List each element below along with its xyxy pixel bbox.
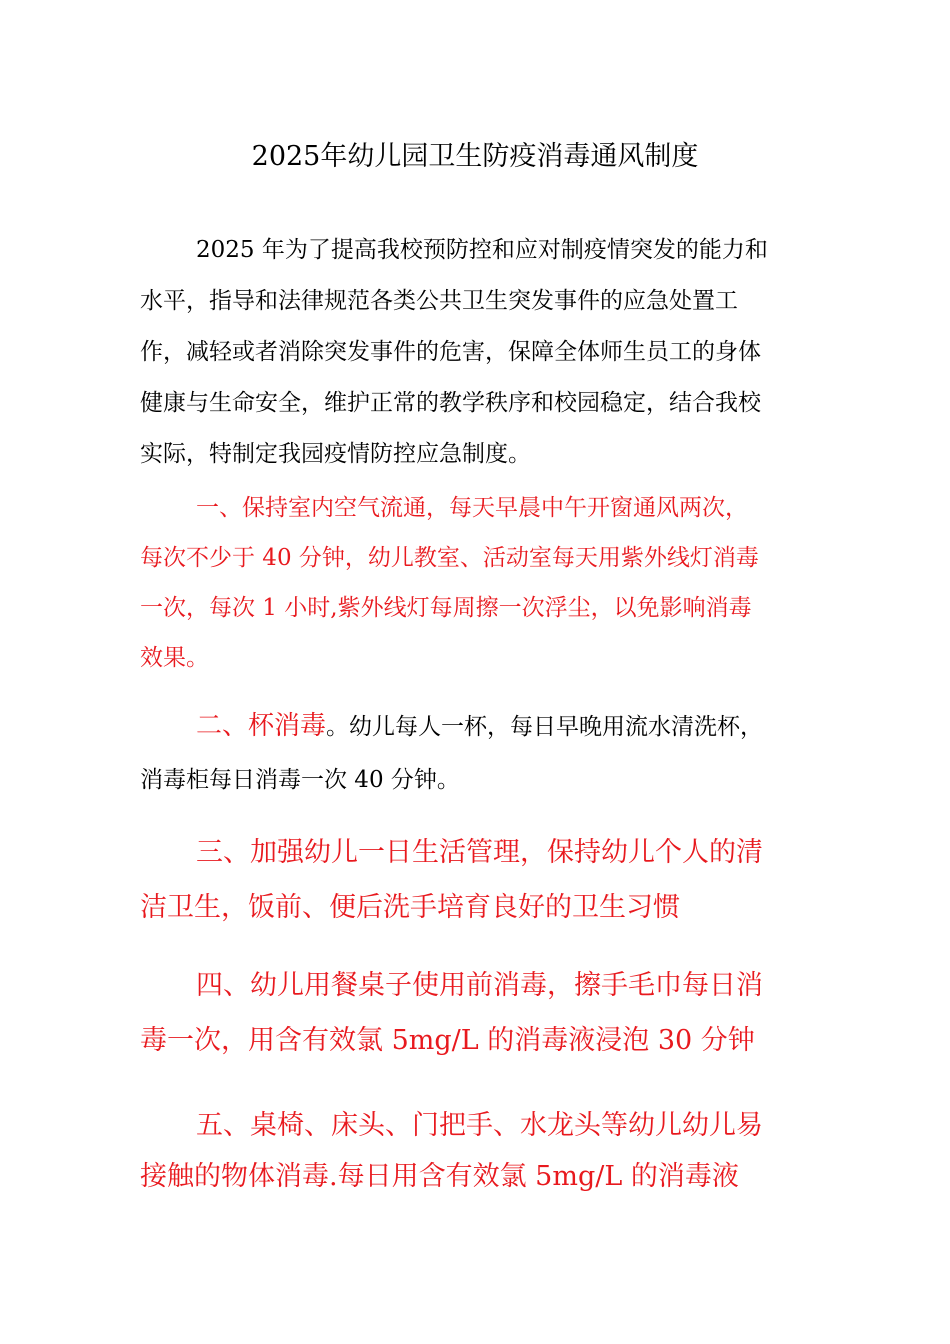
section-4-line: 毒一次，用含有效氯 5mg/L 的消毒液浸泡 30 分钟 (140, 1025, 755, 1056)
section-1-line: 一次，每次 1 小时,紫外线灯每周擦一次浮尘，以免影响消毒 (140, 595, 752, 621)
intro-line: 水平，指导和法律规范各类公共卫生突发事件的应急处置工 (140, 288, 738, 314)
section-1-line: 一、保持室内空气流通，每天早晨中午开窗通风两次， (196, 495, 748, 521)
section-2-heading: 二、杯消毒 (196, 711, 327, 741)
section-2-cup-disinfection (140, 700, 810, 807)
section-3-daily-hygiene (140, 825, 810, 935)
section-5-line: 接触的物体消毒.每日用含有效氯 5mg/L 的消毒液 (140, 1161, 739, 1192)
section-3-line: 三、加强幼儿一日生活管理，保持幼儿个人的清 (196, 837, 763, 868)
document-title: 2025年幼儿园卫生防疫消毒通风制度 (251, 141, 699, 172)
section-2-text: 。幼儿每人一杯，每日早晚用流水清洗杯， (326, 714, 764, 740)
intro-line: 实际，特制定我园疫情防控应急制度。 (140, 441, 531, 467)
section-4-table-disinfection (140, 958, 810, 1068)
section-5-object-disinfection (140, 1100, 810, 1202)
intro-line: 作，减轻或者消除突发事件的危害，保障全体师生员工的身体 (140, 339, 761, 365)
intro-paragraph (140, 225, 810, 480)
section-1-ventilation (140, 483, 810, 683)
section-1-line: 效果。 (140, 645, 209, 671)
section-5-line: 五、桌椅、床头、门把手、水龙头等幼儿幼儿易 (196, 1110, 763, 1141)
section-2-line: 消毒柜每日消毒一次 40 分钟。 (140, 767, 460, 793)
section-4-line: 四、幼儿用餐桌子使用前消毒，擦手毛巾每日消 (196, 970, 763, 1001)
intro-line: 健康与生命安全，维护正常的教学秩序和校园稳定，结合我校 (140, 390, 761, 416)
section-3-line: 洁卫生，饭前、便后洗手培育良好的卫生习惯 (140, 892, 680, 923)
section-2-line (140, 700, 810, 754)
intro-line: 2025 年为了提高我校预防控和应对制疫情突发的能力和 (196, 237, 768, 263)
section-1-line: 每次不少于 40 分钟，幼儿教室、活动室每天用紫外线灯消毒 (140, 545, 759, 571)
